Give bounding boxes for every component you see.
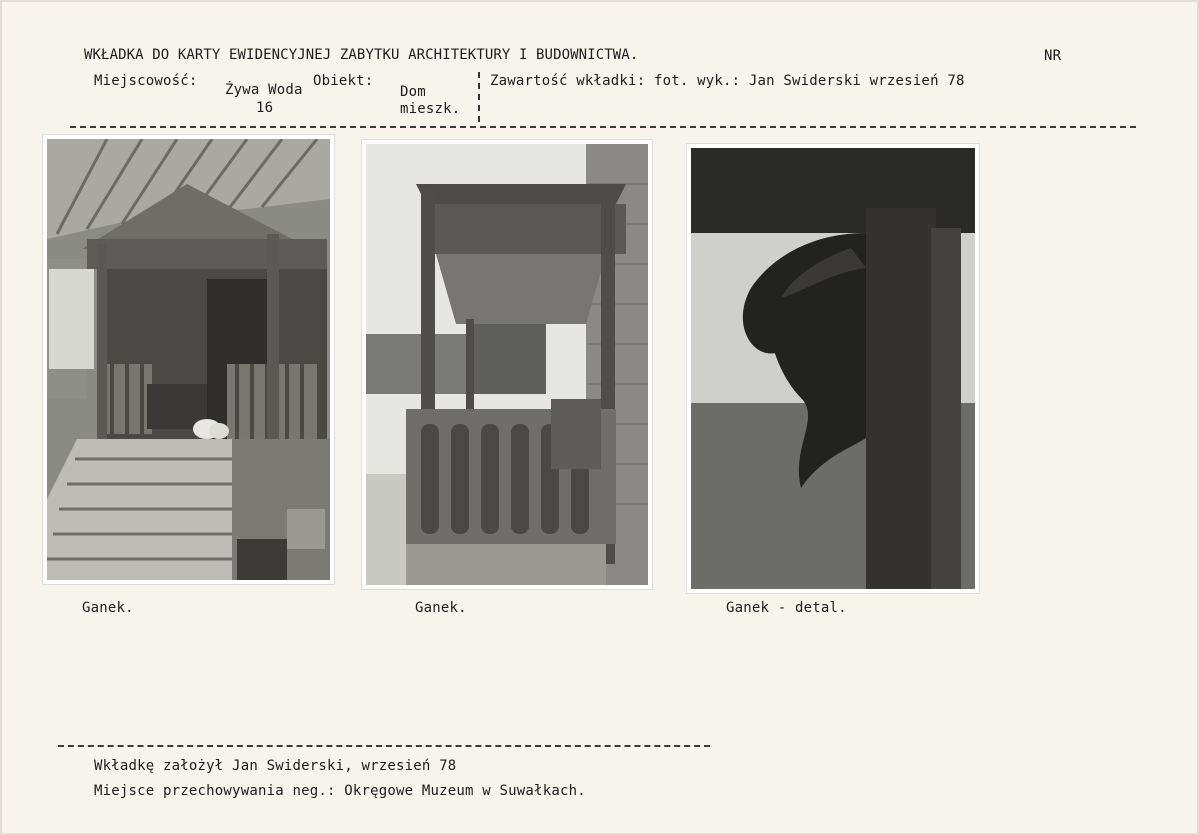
obiekt-label: Obiekt: — [313, 73, 374, 89]
nr-label: NR — [1044, 48, 1062, 64]
porch-detail-image — [691, 148, 975, 589]
obiekt-value-line2: mieszk. — [400, 101, 461, 117]
photo-2-caption: Ganek. — [415, 600, 467, 616]
photo-porch-side — [362, 140, 652, 589]
photo-porch-front — [43, 135, 334, 584]
miejscowosc-label: Miejscowość: — [94, 73, 198, 89]
porch-front-image — [47, 139, 330, 580]
footer-created-by: Wkładkę założył Jan Swiderski, wrzesień 78 — [94, 758, 457, 774]
house-number: 16 — [256, 100, 274, 116]
footer-dashed-rule — [58, 745, 710, 747]
photo-1-caption: Ganek. — [82, 600, 134, 616]
header-dashed-rule — [70, 126, 1136, 128]
photo-3-caption: Ganek - detal. — [726, 600, 847, 616]
miejscowosc-value: Żywa Woda — [225, 82, 303, 98]
porch-side-image — [366, 144, 648, 585]
obiekt-value-line1: Dom — [400, 84, 426, 100]
document-title: WKŁADKA DO KARTY EWIDENCYJNEJ ZABYTKU ARCHITEKTURY I BUDOWNICTWA. — [84, 47, 639, 63]
footer-storage-location: Miejsce przechowywania neg.: Okręgowe Muzeum w Suwałkach. — [94, 783, 586, 799]
photo-porch-detail — [687, 144, 979, 593]
zawartosc-wkladki: Zawartość wkładki: fot. wyk.: Jan Swiderski wrzesień 78 — [490, 73, 965, 89]
header-divider — [478, 72, 480, 122]
